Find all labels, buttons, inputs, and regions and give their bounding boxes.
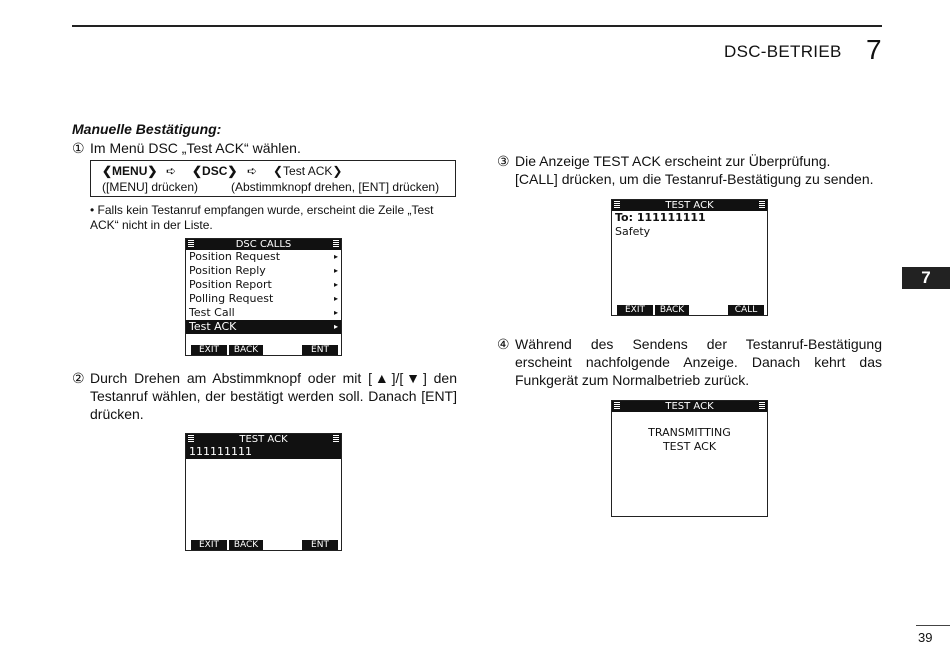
step-2-text: Durch Drehen am Abstimmknopf oder mit [▲]/[▼] den Testanruf wählen, der bestätigt werden soll. Danach [ENT] drücken. <box>90 370 457 422</box>
list-item: Polling Request ▸ <box>189 292 338 305</box>
dsc-menu-label: ❮DSC❯ <box>192 164 238 178</box>
arrow-right-icon: ▸ <box>333 308 338 317</box>
softkey-exit: EXIT <box>191 540 227 550</box>
menu-lines-icon <box>188 435 194 444</box>
step-2 <box>72 369 457 423</box>
lcd-dsc-calls <box>185 238 342 356</box>
lcd-test-ack-list <box>185 433 342 551</box>
list-item: Test Call ▸ <box>189 306 338 319</box>
arrow-icon: ➪ <box>247 164 258 178</box>
step-3-number: ③ <box>497 153 510 169</box>
arrow-right-icon: ▸ <box>333 322 338 331</box>
chapter-number: 7 <box>866 34 882 65</box>
list-item: Position Request ▸ <box>189 250 338 263</box>
step-1-number: ① <box>72 140 85 156</box>
softkey-exit: EXIT <box>191 345 227 355</box>
step-1-text: Im Menü DSC „Test ACK“ wählen. <box>90 140 301 156</box>
arrow-right-icon: ▸ <box>333 252 338 261</box>
step-2-number: ② <box>72 370 85 386</box>
arrow-right-icon: ▸ <box>333 266 338 275</box>
header-rule <box>72 25 882 27</box>
arrow-right-icon: ▸ <box>333 294 338 303</box>
menu-path-box <box>90 160 456 197</box>
menu-lines-icon <box>759 201 765 210</box>
lcd-title: DSC CALLS <box>235 239 292 250</box>
step-4-number: ④ <box>497 336 510 352</box>
recipient-id: To: 111111111 <box>615 211 706 224</box>
step-4 <box>497 335 882 389</box>
list-item-selected: Test ACK ▸ <box>186 320 341 334</box>
step-3 <box>497 152 887 188</box>
section-heading: Manuelle Bestätigung: <box>72 121 222 137</box>
press-menu-hint: ([MENU] drücken) <box>102 180 199 194</box>
list-item: Position Reply ▸ <box>189 264 338 277</box>
lcd-title-bar <box>612 200 767 211</box>
footer-rule <box>916 625 950 626</box>
lcd-title-bar <box>612 401 767 412</box>
lcd-title: TEST ACK <box>665 200 714 211</box>
menu-key-label: ❮MENU❯ <box>102 164 158 178</box>
arrow-right-icon: ▸ <box>333 280 338 289</box>
chapter-title: DSC-BETRIEB <box>724 42 842 61</box>
step-3-line-1: Die Anzeige TEST ACK erscheint zur Überprüfung. <box>515 153 831 169</box>
step-3-line-2: [CALL] drücken, um die Testanruf-Bestätigung zu senden. <box>515 171 874 187</box>
softkey-back: BACK <box>229 345 263 355</box>
lcd-title: TEST ACK <box>239 434 288 445</box>
menu-lines-icon <box>188 240 194 249</box>
arrow-icon: ➪ <box>166 164 177 178</box>
rotate-dial-hint: (Abstimmknopf drehen, [ENT] drücken) <box>231 180 440 194</box>
lcd-title-bar <box>186 434 341 445</box>
page-number: 39 <box>918 630 933 645</box>
chapter-side-tab: 7 <box>902 267 950 289</box>
softkey-bar <box>186 539 341 550</box>
list-item: Position Report ▸ <box>189 278 338 291</box>
lcd-title-bar <box>186 239 341 250</box>
softkey-exit: EXIT <box>617 305 653 315</box>
softkey-back: BACK <box>229 540 263 550</box>
transmitting-line-2: TEST ACK <box>662 440 717 453</box>
step-4-text: Während des Sendens der Testanruf-Bestätigung erscheint nachfolgende Anzeige. Danach kehrt das Funkgerät zum Normalbetrieb zurück. <box>515 336 882 388</box>
list-item-selected: 111111111 <box>186 445 341 459</box>
menu-lines-icon <box>759 402 765 411</box>
test-ack-menu-label: ❮Test ACK❯ <box>273 164 343 178</box>
transmitting-line-1: TRANSMITTING <box>648 426 731 439</box>
menu-lines-icon <box>614 201 620 210</box>
softkey-bar <box>186 344 341 355</box>
lcd-title: TEST ACK <box>665 401 714 412</box>
menu-lines-icon <box>614 402 620 411</box>
softkey-bar <box>612 304 767 315</box>
softkey-ent: ENT <box>302 345 338 355</box>
step-1 <box>72 139 462 157</box>
call-category: Safety <box>615 225 651 238</box>
lcd-test-ack-confirm <box>611 199 768 316</box>
softkey-back: BACK <box>655 305 689 315</box>
softkey-ent: ENT <box>302 540 338 550</box>
menu-lines-icon <box>333 240 339 249</box>
softkey-call: CALL <box>728 305 764 315</box>
menu-lines-icon <box>333 435 339 444</box>
note-text: • Falls kein Testanruf empfangen wurde, erscheint die Zeile „Test ACK“ nicht in der Liste. <box>90 203 434 232</box>
lcd-transmitting <box>611 400 768 517</box>
